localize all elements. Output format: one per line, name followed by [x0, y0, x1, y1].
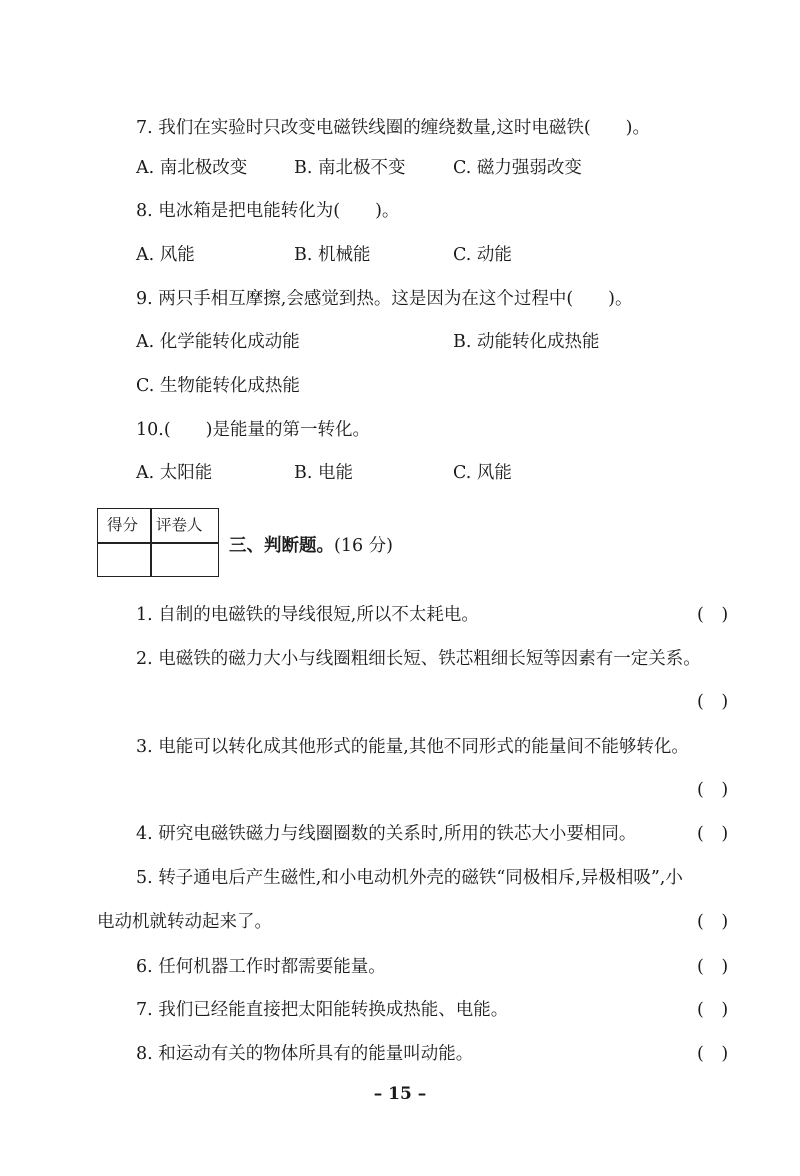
question-7-text: 7. 我们在实验时只改变电磁铁线圈的缠绕数量,这时电磁铁( )。	[136, 118, 650, 138]
question-10-option-a: A. 太阳能	[136, 463, 213, 483]
judge-question-5-line-1: 5. 转子通电后产生磁性,和小电动机外壳的磁铁“同极相斥,异极相吸”,小	[136, 868, 683, 888]
answer-paren-4: ( )	[697, 824, 729, 844]
question-9-text: 9. 两只手相互摩擦,会感觉到热。这是因为在这个过程中( )。	[136, 289, 633, 309]
judge-question-1: 1. 自制的电磁铁的导线很短,所以不太耗电。	[136, 605, 479, 625]
question-9-option-c: C. 生物能转化成热能	[136, 376, 300, 396]
answer-paren-1: ( )	[697, 605, 729, 625]
question-9-option-a: A. 化学能转化成动能	[136, 332, 300, 352]
question-8-option-c: C. 动能	[453, 245, 512, 265]
judge-question-6: 6. 任何机器工作时都需要能量。	[136, 957, 386, 977]
score-table-header-grader: 评卷人	[156, 516, 203, 534]
question-7-option-a: A. 南北极改变	[136, 158, 248, 178]
score-table	[97, 508, 219, 577]
question-7-option-b: B. 南北极不变	[294, 158, 406, 178]
judge-question-2: 2. 电磁铁的磁力大小与线圈粗细长短、铁芯粗细长短等因素有一定关系。	[136, 649, 701, 669]
judge-question-3: 3. 电能可以转化成其他形式的能量,其他不同形式的能量间不能够转化。	[136, 737, 689, 757]
answer-paren-8: ( )	[697, 1044, 729, 1064]
question-9-option-b: B. 动能转化成热能	[453, 332, 600, 352]
question-8-option-b: B. 机械能	[294, 245, 371, 265]
score-table-header-score: 得分	[107, 516, 139, 534]
score-table-divider-horizontal	[98, 542, 218, 544]
question-10-text: 10.( )是能量的第一转化。	[136, 420, 370, 440]
answer-paren-5: ( )	[697, 912, 729, 932]
judge-question-4: 4. 研究电磁铁磁力与线圈圈数的关系时,所用的铁芯大小要相同。	[136, 824, 637, 844]
question-10-option-b: B. 电能	[294, 463, 353, 483]
judge-question-8: 8. 和运动有关的物体所具有的能量叫动能。	[136, 1044, 474, 1064]
answer-paren-6: ( )	[697, 957, 729, 977]
answer-paren-3: ( )	[697, 780, 729, 800]
answer-paren-7: ( )	[697, 1000, 729, 1020]
question-8-option-a: A. 风能	[136, 245, 195, 265]
section-3-title	[229, 534, 393, 558]
question-8-text: 8. 电冰箱是把电能转化为( )。	[136, 201, 400, 221]
page-number: – 15 –	[373, 1084, 427, 1104]
question-7-option-c: C. 磁力强弱改变	[453, 158, 582, 178]
judge-question-5-line-2: 电动机就转动起来了。	[97, 912, 272, 932]
judge-question-7: 7. 我们已经能直接把太阳能转换成热能、电能。	[136, 1000, 509, 1020]
section-3-points: (16 分)	[334, 536, 393, 556]
answer-paren-2: ( )	[697, 692, 729, 712]
section-3-heading: 三、判断题。	[229, 536, 334, 556]
question-10-option-c: C. 风能	[453, 463, 512, 483]
